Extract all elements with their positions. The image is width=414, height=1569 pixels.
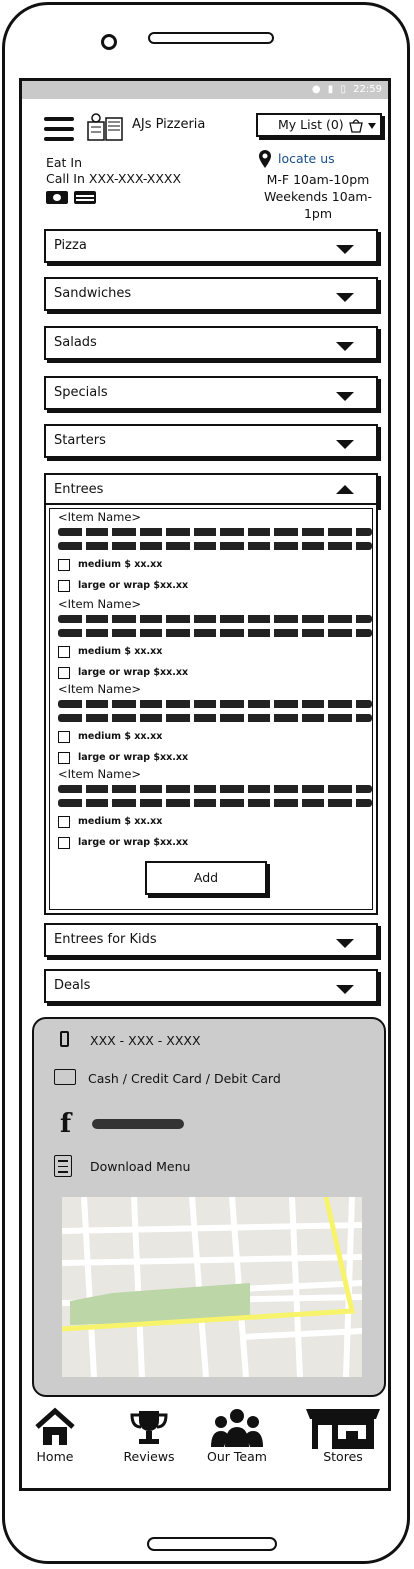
facebook-icon: f xyxy=(60,1109,72,1139)
checkbox[interactable] xyxy=(58,731,70,743)
option-label: medium $ xx.xx xyxy=(78,646,163,657)
status-bar xyxy=(22,81,388,99)
checkbox[interactable] xyxy=(58,559,70,571)
my-list-label: My List (0) xyxy=(278,117,344,132)
app-screen xyxy=(19,78,391,1491)
order-info xyxy=(46,155,181,187)
section-label: Entrees for Kids xyxy=(54,932,157,947)
section-entrees[interactable] xyxy=(44,473,378,507)
phone-number: XXX - XXX - XXXX xyxy=(90,1033,201,1048)
nav-label: Stores xyxy=(323,1449,363,1464)
section-label: Sandwiches xyxy=(54,286,132,301)
option-label: large or wrap $xx.xx xyxy=(78,752,189,763)
section-sandwiches[interactable] xyxy=(44,277,378,311)
home-hardware-button[interactable] xyxy=(147,1537,277,1551)
item-description xyxy=(58,799,372,807)
medium-option[interactable] xyxy=(58,559,378,571)
facebook-link[interactable] xyxy=(92,1119,184,1129)
item-name: <Item Name> xyxy=(58,597,142,611)
team-icon xyxy=(210,1407,264,1451)
chevron-down-icon xyxy=(336,440,354,449)
section-deals[interactable] xyxy=(44,969,378,1003)
section-label: Entrees xyxy=(54,482,104,497)
option-label: large or wrap $xx.xx xyxy=(78,580,189,591)
section-entrees-for-kids[interactable] xyxy=(44,923,378,957)
locate-us-link[interactable]: locate us xyxy=(278,151,335,166)
item-name: <Item Name> xyxy=(58,510,142,524)
hours-weekend: Weekends 10am-1pm xyxy=(263,189,373,221)
wifi-icon: ● xyxy=(311,84,321,95)
eat-in-text: Eat In xyxy=(46,155,83,170)
option-label: medium $ xx.xx xyxy=(78,559,163,570)
item-name: <Item Name> xyxy=(58,767,142,781)
nav-label: Home xyxy=(36,1449,74,1464)
document-icon xyxy=(54,1155,72,1177)
nav-label: Reviews xyxy=(123,1449,175,1464)
item-description xyxy=(58,615,372,623)
chevron-down-icon xyxy=(368,123,376,129)
option-label: large or wrap $xx.xx xyxy=(78,667,189,678)
section-pizza[interactable] xyxy=(44,229,378,263)
trophy-icon xyxy=(127,1407,171,1447)
list-item xyxy=(58,511,378,592)
location-map[interactable] xyxy=(62,1197,362,1377)
hours-weekday: M-F 10am-10pm xyxy=(266,172,370,187)
app-title: AJs Pizzeria xyxy=(132,117,206,132)
item-description xyxy=(58,542,372,550)
checkbox[interactable] xyxy=(58,837,70,849)
chevron-up-icon xyxy=(336,485,354,494)
section-label: Pizza xyxy=(54,238,87,253)
phone-icon xyxy=(60,1031,69,1047)
location-pin-icon[interactable] xyxy=(258,149,272,169)
medium-option[interactable] xyxy=(58,731,378,743)
entrees-list xyxy=(49,508,373,910)
store-icon xyxy=(304,1407,382,1451)
download-menu-link[interactable]: Download Menu xyxy=(90,1159,191,1174)
item-description xyxy=(58,528,372,536)
medium-option[interactable] xyxy=(58,646,378,658)
chevron-down-icon xyxy=(336,985,354,994)
list-item xyxy=(58,768,378,849)
section-label: Specials xyxy=(54,385,108,400)
checkbox[interactable] xyxy=(58,752,70,764)
nav-home[interactable] xyxy=(19,1407,100,1464)
contact-panel xyxy=(32,1017,386,1397)
status-time: 22:59 xyxy=(353,84,382,95)
nav-reviews[interactable] xyxy=(104,1407,194,1464)
call-in-text: Call In XXX-XXX-XXXX xyxy=(46,171,182,186)
checkbox[interactable] xyxy=(58,646,70,658)
section-label: Salads xyxy=(54,335,97,350)
battery-icon: ▯ xyxy=(340,84,346,95)
section-label: Deals xyxy=(54,978,91,993)
large-option[interactable] xyxy=(58,752,378,764)
chevron-down-icon xyxy=(336,939,354,948)
option-label: large or wrap $xx.xx xyxy=(78,837,189,848)
chevron-down-icon xyxy=(336,245,354,254)
camera-icon xyxy=(101,34,117,50)
card-icon xyxy=(74,191,96,204)
opening-hours xyxy=(252,171,384,222)
entrees-panel xyxy=(44,503,378,915)
large-option[interactable] xyxy=(58,837,378,849)
chevron-down-icon xyxy=(336,293,354,302)
signal-icon: ▮ xyxy=(327,84,334,95)
section-starters[interactable] xyxy=(44,424,378,458)
chevron-down-icon xyxy=(336,392,354,401)
chevron-down-icon xyxy=(336,342,354,351)
option-label: medium $ xx.xx xyxy=(78,816,163,827)
item-description xyxy=(58,700,372,708)
section-specials[interactable] xyxy=(44,376,378,410)
checkbox[interactable] xyxy=(58,816,70,828)
large-option[interactable] xyxy=(58,667,378,679)
speaker-grille xyxy=(148,32,274,44)
option-label: medium $ xx.xx xyxy=(78,731,163,742)
large-option[interactable] xyxy=(58,580,378,592)
pizzeria-logo-icon xyxy=(86,112,124,142)
nav-stores[interactable] xyxy=(298,1407,388,1464)
my-list-button[interactable] xyxy=(256,113,382,137)
payment-methods: Cash / Credit Card / Debit Card xyxy=(88,1071,281,1086)
payment-icons xyxy=(46,189,102,208)
medium-option[interactable] xyxy=(58,816,378,828)
nav-our-team[interactable] xyxy=(192,1407,282,1464)
checkbox[interactable] xyxy=(58,667,70,679)
home-icon xyxy=(33,1407,77,1447)
item-description xyxy=(58,714,372,722)
section-salads[interactable] xyxy=(44,326,378,360)
hamburger-menu-icon[interactable] xyxy=(44,117,74,143)
bottom-navigation xyxy=(22,1407,388,1491)
basket-icon xyxy=(348,117,364,133)
item-description xyxy=(58,785,372,793)
wallet-icon xyxy=(54,1069,76,1085)
add-button[interactable]: Add xyxy=(145,861,267,895)
list-item xyxy=(58,598,378,679)
cash-icon xyxy=(46,191,68,204)
item-name: <Item Name> xyxy=(58,682,142,696)
checkbox[interactable] xyxy=(58,580,70,592)
list-item xyxy=(58,683,378,764)
section-label: Starters xyxy=(54,433,106,448)
nav-label: Our Team xyxy=(207,1449,267,1464)
item-description xyxy=(58,629,372,637)
